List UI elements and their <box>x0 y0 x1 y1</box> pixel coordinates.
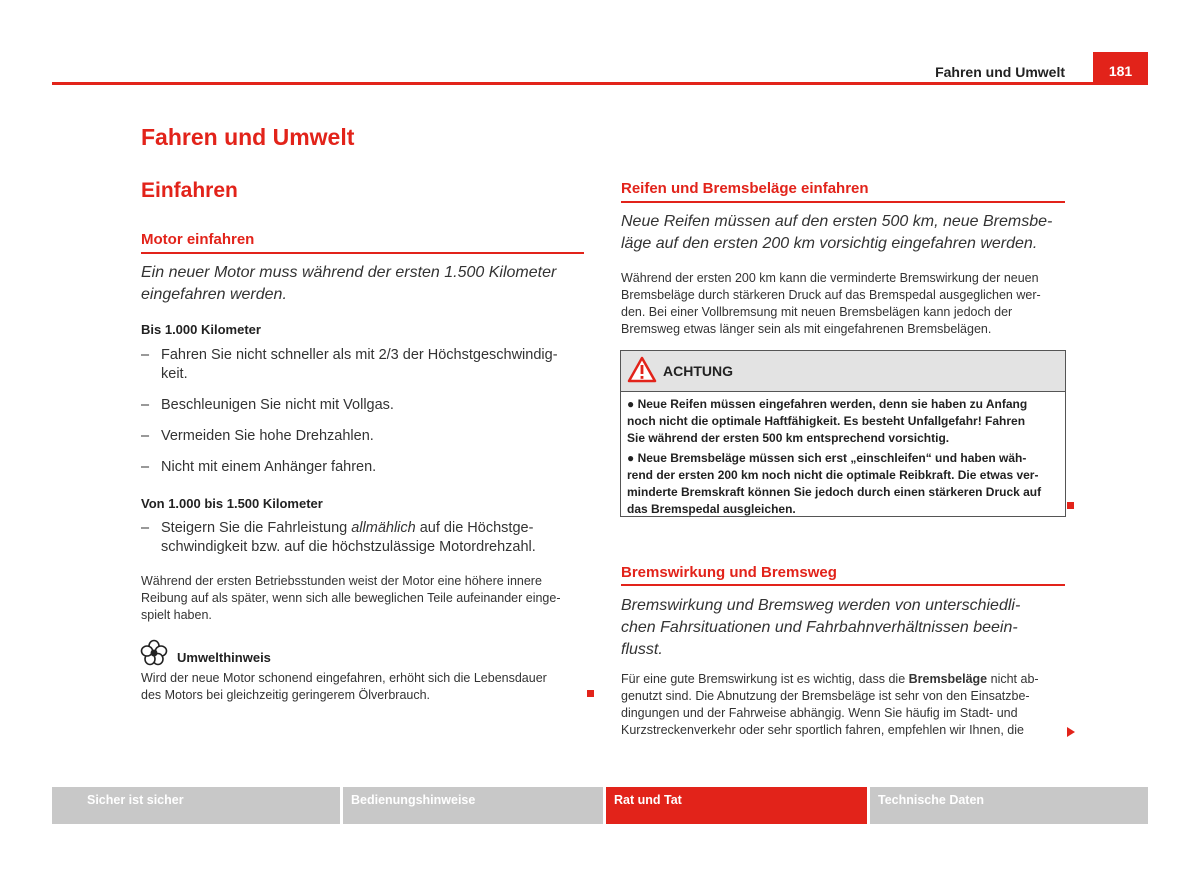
reifen-heading-rule <box>621 201 1065 203</box>
motor-paragraph: Während der ersten Betriebsstunden weist der Motor eine höhere innere Reibung auf als später, wenn sich alle beweglichen Teile aufeinander einge- spielt haben. <box>141 574 561 622</box>
section-title: Einfahren <box>141 179 238 202</box>
list-item: – Vermeiden Sie hohe Drehzahlen. <box>141 428 374 444</box>
warning-box <box>620 350 1066 517</box>
brems-heading: Bremswirkung und Bremsweg <box>621 564 837 581</box>
footer-tab-bedienung[interactable]: Bedienungshinweise <box>343 787 603 824</box>
list-item: – Fahren Sie nicht schneller als mit 2/3 der Höchstgeschwindig- <box>141 347 558 363</box>
brems-heading-rule <box>621 584 1065 586</box>
von-heading: Von 1.000 bis 1.500 Kilometer <box>141 496 323 511</box>
reifen-paragraph: Während der ersten 200 km kann die verminderte Bremswirkung der neuen Bremsbeläge durch stärkeren Druck auf das Bremspedal ausgeglichen wer- den. Bei einer Vollbremsung mit neuen Bremsbelägen kann jedoch der Bremsweg etwas länger sein als mit eingefahrenen Bremsbelägen. <box>621 271 1041 336</box>
reifen-heading: Reifen und Bremsbeläge einfahren <box>621 180 869 197</box>
list-item: – Beschleunigen Sie nicht mit Vollgas. <box>141 397 394 413</box>
list-item-continuation: keit. <box>161 366 188 382</box>
warning-item: ● Neue Bremsbeläge müssen sich erst „einschleifen“ und haben wäh- rend der ersten 200 km noch nicht die optimale Reibkraft. Die etwas ver- minderte Bremskraft können Sie jedoch durch einen stärkeren Druck auf das Bremspedal ausgleichen. <box>627 451 1042 516</box>
footer-tab-rat-und-tat[interactable]: Rat und Tat <box>606 787 867 824</box>
running-header-title: Fahren und Umwelt <box>935 64 1065 80</box>
motor-heading-rule <box>141 252 584 254</box>
brems-paragraph: Für eine gute Bremswirkung ist es wichtig, dass die Bremsbeläge nicht ab- genutzt sind. Die Abnutzung der Bremsbeläge ist sehr von den Einsatzbe- dingungen und der Fahrweise abhängig. Wenn Sie häufig im Stadt- und Kurzstreckenverkehr oder sehr sportlich fahren, empfehlen wir Ihnen, die <box>621 672 1039 737</box>
page-number: 181 <box>1093 52 1148 84</box>
warning-header <box>621 351 1065 392</box>
bis-heading: Bis 1.000 Kilometer <box>141 322 261 337</box>
continue-arrow-icon <box>1067 727 1075 737</box>
bis-list <box>141 346 591 477</box>
footer-tab-technische-daten[interactable]: Technische Daten <box>870 787 1148 824</box>
von-list <box>141 519 591 557</box>
list-item-continuation: schwindigkeit bzw. auf die höchstzulässige Motordrehzahl. <box>161 539 536 555</box>
reifen-lead: Neue Reifen müssen auf den ersten 500 km, neue Bremsbe- läge auf den ersten 200 km vorsichtig eingefahren werden. <box>621 213 1053 252</box>
umwelt-text: Wird der neue Motor schonend eingefahren, erhöht sich die Lebensdauer des Motors bei gleichzeitig geringerem Ölverbrauch. <box>141 671 547 702</box>
header-rule <box>52 82 1148 85</box>
warning-triangle-icon <box>627 356 657 389</box>
umwelt-heading: Umwelthinweis <box>177 650 271 665</box>
end-marker <box>1067 502 1074 509</box>
motor-lead: Ein neuer Motor muss während der ersten 1.500 Kilometer eingefahren werden. <box>141 264 557 303</box>
page-title: Fahren und Umwelt <box>141 124 355 150</box>
warning-item: ● Neue Reifen müssen eingefahren werden, denn sie haben zu Anfang noch nicht die optimale Haftfähigkeit. Es besteht Unfallgefahr! Fahren Sie während der ersten 500 km entsprechend vorsichtig. <box>627 397 1028 445</box>
brems-lead: Bremswirkung und Bremsweg werden von unterschiedli- chen Fahrsituationen und Fahrbahnverhältnissen beein- flusst. <box>621 597 1021 658</box>
list-item: – Steigern Sie die Fahrleistung allmählich auf die Höchstge- <box>141 520 534 536</box>
flower-icon <box>140 639 168 667</box>
end-marker <box>587 690 594 697</box>
warning-title: ACHTUNG <box>663 363 733 379</box>
footer-tab-sicher[interactable]: Sicher ist sicher <box>52 787 340 824</box>
motor-heading: Motor einfahren <box>141 231 255 248</box>
list-item: – Nicht mit einem Anhänger fahren. <box>141 459 377 475</box>
warning-body <box>621 392 1065 518</box>
